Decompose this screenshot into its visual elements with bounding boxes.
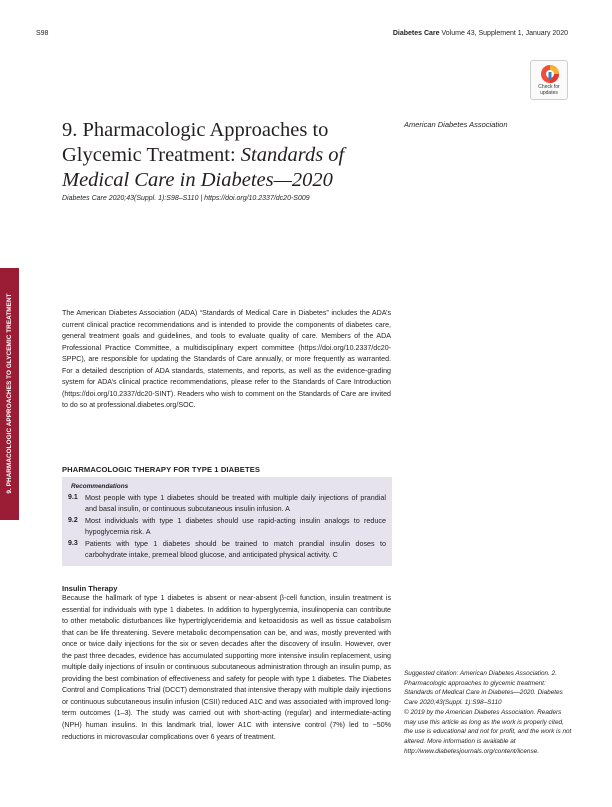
recommendation-number: 9.2 [68,516,78,524]
intro-paragraph: The American Diabetes Association (ADA) “Standards of Medical Care in Diabetes” includes the ADA’s current clinical practice recommendations and is intended to provide the components of diabetes care, general treatment goals and guidelines, and tools to evaluate quality of care. Members of the ADA Professional Practice Committee, a multidisciplinary expert committee (https://doi.org/10.2337/dc20-SPPC), are responsible for updating the Standards of Care annually, or more frequently as warranted. For a detailed description of ADA standards, statements, and reports, as well as the evidence-grading system for ADA’s clinical practice recommendations, please refer to the Standards of Care Introduction (https://doi.org/10.2337/dc20-SINT). Readers who wish to comment on the Standards of Care are invited to do so at professional.diabetes.org/SOC. [62,309,391,410]
recommendation-item [68,516,386,538]
title-line-2: Glycemic Treatment: Standards of [62,144,345,166]
recommendation-number: 9.1 [68,494,78,501]
recommendations-box [62,477,392,566]
author: American Diabetes Association [404,120,508,129]
recommendation-text: Most individuals with type 1 diabetes should use rapid-acting insulin analogs to reduce hypoglycemia risk. A [85,515,386,536]
recommendations-label: Recommendations [71,483,129,490]
side-tab-label: 9. PHARMACOLOGIC APPROACHES TO GLYCEMIC TREATMENT [6,293,13,494]
journal-issue: Volume 43, Supplement 1, January 2020 [441,30,568,37]
recommendation-item [68,493,386,515]
article-title [62,118,402,193]
page-number: S98 [36,30,49,37]
recommendation-text: Patients with type 1 diabetes should be trained to match prandial insulin doses to carbohydrate intake, premeal blood glucose, and anticipated physical activity. C [85,538,386,559]
recommendation-text: Most people with type 1 diabetes should be treated with multiple daily injections of prandial and basal insulin, or continuous subcutaneous insulin infusion. A [85,493,386,513]
copyright-notice: © 2019 by the American Diabetes Association. Readers may use this article as long as the work is properly cited, the use is educational and not for profit, and the work is not altered. More information is available at http://www.diabetesjournals.org/content/license. [404,708,572,755]
title-line-1: 9. Pharmacologic Approaches to [62,119,329,141]
article-citation: Diabetes Care 2020;43(Suppl. 1):S98–S110 | https://doi.org/10.2337/dc20-S009 [62,195,310,202]
section-side-tab [0,268,19,520]
recommendation-number: 9.3 [68,539,78,547]
journal-header [393,30,568,37]
suggested-citation: Suggested citation: American Diabetes Association. 2. Pharmacologic approaches to glycemic treatment: Standards of Medical Care in Diabetes—2020. Diabetes Care 2020;43(Suppl. 1):S98–S110 [404,670,563,707]
subsection-heading: Insulin Therapy [62,584,118,593]
crossmark-icon [540,64,560,84]
title-line-3: Medical Care in Diabetes—2020 [62,169,333,191]
crossmark-badge[interactable] [530,60,568,100]
section-heading: PHARMACOLOGIC THERAPY FOR TYPE 1 DIABETES [62,465,261,474]
recommendation-item [68,539,386,561]
suggested-citation-block [404,669,572,756]
journal-name: Diabetes Care [392,30,440,37]
insulin-therapy-body: Because the hallmark of type 1 diabetes is absent or near-absent β-cell function, insulin treatment is essential for individuals with type 1 diabetes. In addition to hyperglycemia, insulinopenia can contribute to other metabolic disturbances like hypertriglyceridemia and ketoacidosis as well as tissue catabolism that can be life threatening. Severe metabolic decompensation can be, and was, mostly prevented with once or twice daily injections for the six or seven decades after the discovery of insulin. However, over the past three decades, evidence has accumulated supporting more intensive insulin replacement, using multiple daily injections of insulin or continuous subcutaneous administration through an insulin pump, as providing the best combination of effectiveness and safety for people with type 1 diabetes. The Diabetes Control and Complications Trial (DCCT) demonstrated that intensive therapy with multiple daily injections or continuous subcutaneous insulin infusion (CSII) reduced A1C and was associated with improved long-term outcomes (1–3). The study was carried out with short-acting (regular) and intermediate-acting (NPH) human insulins. In this landmark trial, lower A1C with intensive control (7%) led to ~50% reductions in microvascular complications over 6 years of treatment. [62,594,391,741]
crossmark-label: Check for updates [538,84,560,96]
